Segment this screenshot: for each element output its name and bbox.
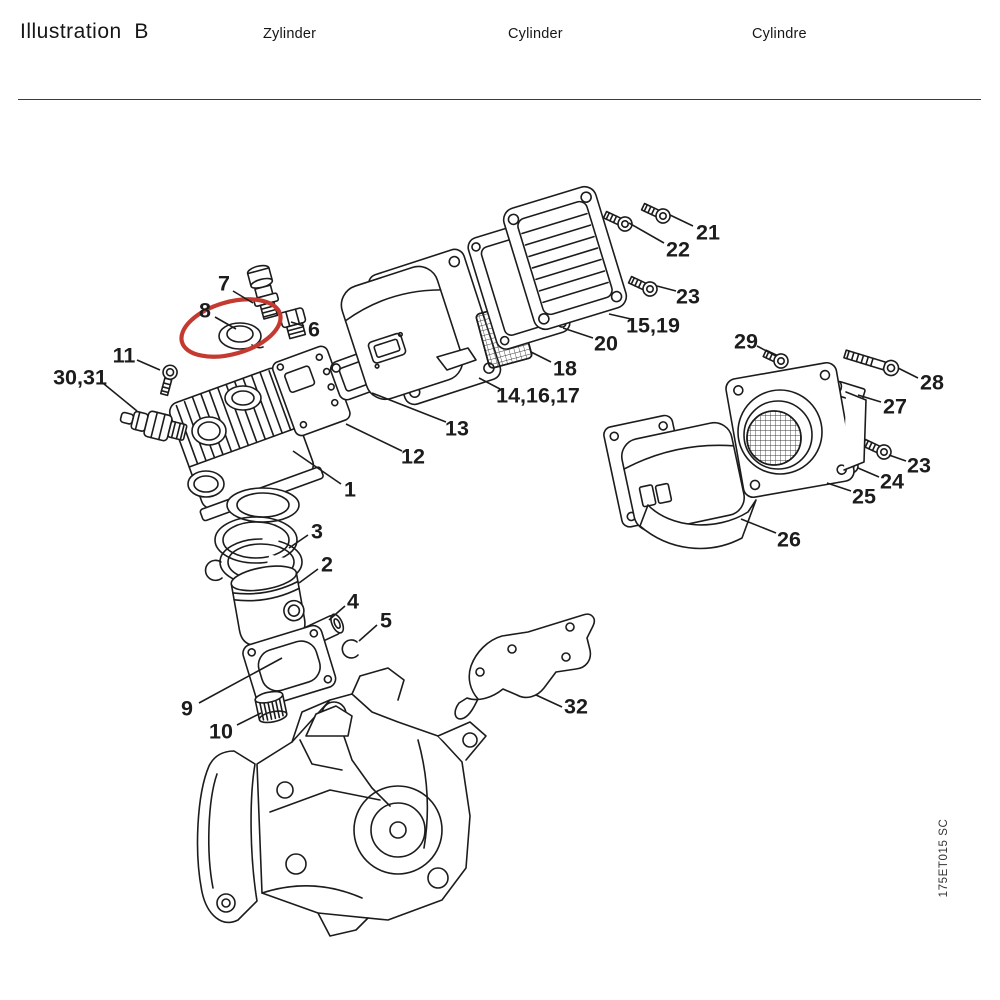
term-french: Cylindre — [752, 26, 807, 42]
leader-line-11 — [137, 360, 160, 370]
part-circlip-5 — [342, 640, 358, 658]
callout-22: 22 — [666, 237, 690, 262]
leader-line-23 — [889, 455, 906, 461]
callout-29: 29 — [734, 329, 758, 354]
callout-21: 21 — [696, 220, 720, 245]
callout-11: 11 — [112, 343, 136, 368]
callout-6: 6 — [308, 317, 320, 342]
term-english: Cylinder — [508, 26, 563, 42]
callout-18: 18 — [553, 356, 577, 381]
leader-line-5 — [359, 625, 377, 641]
leader-line-23 — [657, 286, 676, 291]
leader-line-20 — [563, 328, 593, 338]
callout-9: 9 — [181, 696, 193, 721]
leader-line-25 — [827, 483, 851, 491]
leader-line-24 — [858, 468, 879, 477]
callout-23: 23 — [907, 453, 931, 478]
leader-line-32 — [536, 695, 562, 707]
part-crankcase-assembly — [198, 668, 486, 936]
leader-line-18 — [531, 352, 551, 362]
leader-line-28 — [898, 368, 918, 378]
part-cover-25 — [724, 361, 866, 499]
callout-10: 10 — [209, 719, 233, 744]
callout-30,31: 30,31 — [53, 365, 107, 390]
callout-1: 1 — [344, 477, 356, 502]
part-screw-11 — [157, 364, 178, 397]
part-screw-23-right — [861, 436, 893, 461]
callout-4: 4 — [347, 589, 359, 614]
part-screw-21 — [640, 200, 672, 225]
callout-5: 5 — [380, 608, 392, 633]
callout-15,19: 15,19 — [626, 313, 680, 338]
leader-line-12 — [346, 424, 402, 451]
term-german: Zylinder — [263, 26, 317, 42]
callout-28: 28 — [920, 370, 944, 395]
callout-7: 7 — [218, 271, 230, 296]
callout-8: 8 — [199, 298, 211, 323]
leader-line-2 — [299, 569, 318, 583]
callout-26: 26 — [777, 527, 801, 552]
callout-12: 12 — [401, 444, 425, 469]
line-art — [118, 184, 900, 936]
callout-20: 20 — [594, 331, 618, 356]
callout-24: 24 — [880, 469, 904, 494]
callout-27: 27 — [883, 394, 907, 419]
page-title: Illustration B — [20, 20, 149, 43]
callout-2: 2 — [321, 552, 333, 577]
part-bearing-10 — [254, 689, 288, 724]
callout-25: 25 — [852, 484, 876, 509]
callout-14,16,17: 14,16,17 — [496, 383, 580, 408]
callout-23: 23 — [676, 284, 700, 309]
callout-13: 13 — [445, 416, 469, 441]
drawing-code: 175ET015 SC — [938, 818, 950, 898]
leader-line-3 — [289, 535, 308, 548]
part-muffler-26 — [602, 414, 756, 548]
leader-line-30,31 — [104, 384, 137, 411]
leader-line-21 — [670, 215, 693, 226]
leader-line-22 — [629, 223, 664, 243]
part-bolt-28 — [843, 347, 900, 378]
leader-line-10 — [237, 713, 261, 725]
part-screw-23-top — [627, 273, 659, 298]
callout-32: 32 — [564, 694, 588, 719]
callout-3: 3 — [311, 519, 323, 544]
